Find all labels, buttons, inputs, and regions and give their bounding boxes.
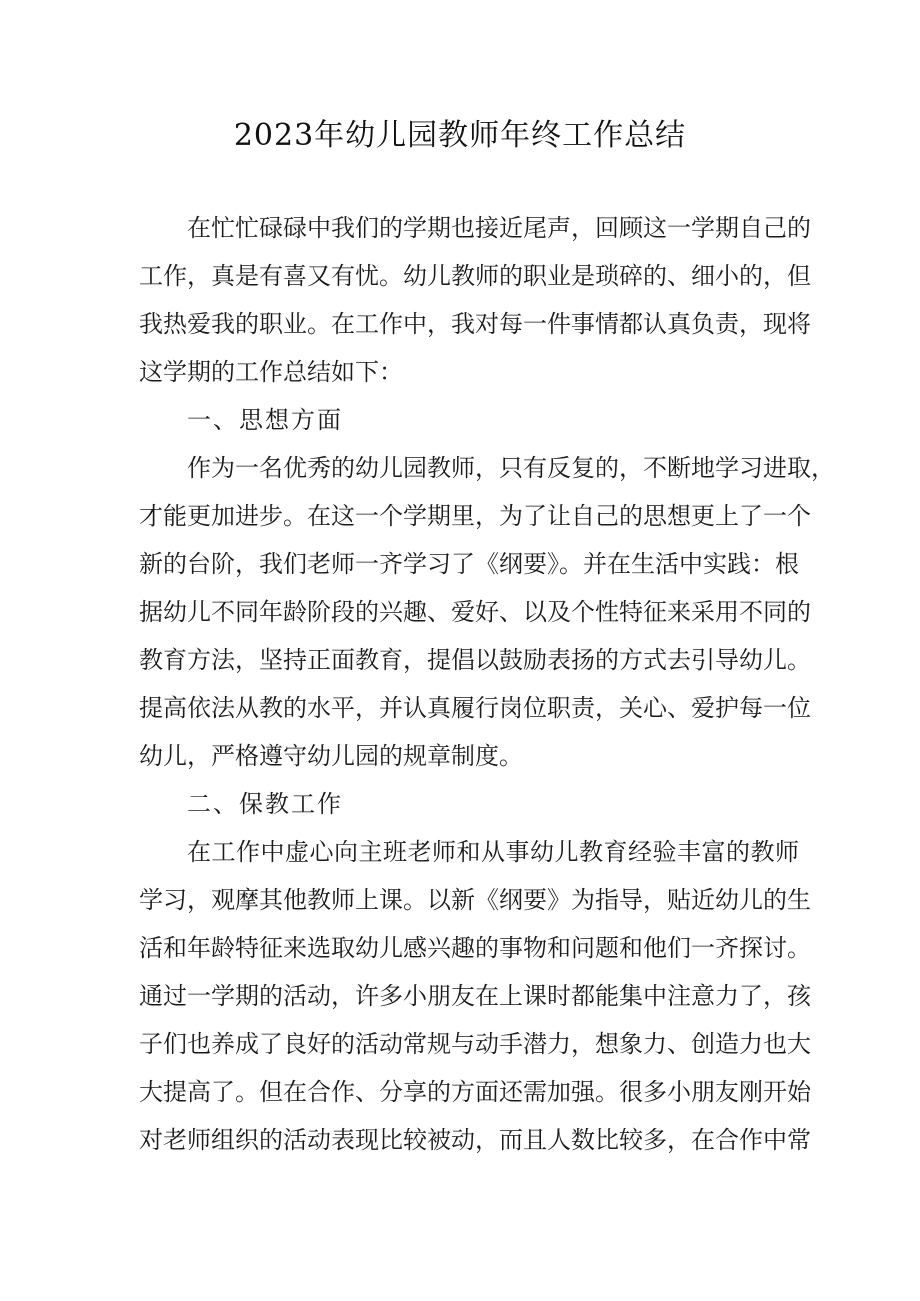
paragraph-line: 对老师组织的活动表现比较被动，而且人数比较多，在合作中常: [139, 1126, 811, 1154]
paragraph-line: 作为一名优秀的幼儿园教师，只有反复的，不断地学习进取，: [187, 454, 835, 482]
paragraph-line: 在工作中虚心向主班老师和从事幼儿教育经验丰富的教师: [187, 838, 799, 866]
paragraph-line: 这学期的工作总结如下：: [139, 358, 403, 386]
paragraph-line: 大提高了。但在合作、分享的方面还需加强。很多小朋友刚开始: [139, 1078, 811, 1106]
paragraph-line: 通过一学期的活动，许多小朋友在上课时都能集中注意力了，孩: [139, 982, 811, 1010]
document-title: 2023年幼儿园教师年终工作总结: [233, 118, 687, 153]
paragraph-line: 幼儿，严格遵守幼儿园的规章制度。: [139, 742, 523, 770]
paragraph-line: 据幼儿不同年龄阶段的兴趣、爱好、以及个性特征来采用不同的: [139, 598, 811, 626]
section-heading-teaching: 二、保教工作: [187, 790, 343, 818]
paragraph-line: 活和年龄特征来选取幼儿感兴趣的事物和问题和他们一齐探讨。: [139, 934, 811, 962]
section-heading-thought: 一、思想方面: [187, 406, 343, 434]
paragraph-line: 我热爱我的职业。在工作中，我对每一件事情都认真负责，现将: [139, 310, 811, 338]
paragraph-line: 教育方法，坚持正面教育，提倡以鼓励表扬的方式去引导幼儿。: [139, 646, 811, 674]
paragraph-line: 工作，真是有喜又有忧。幼儿教师的职业是琐碎的、细小的，但: [139, 262, 811, 290]
paragraph-line: 子们也养成了良好的活动常规与动手潜力，想象力、创造力也大: [139, 1030, 811, 1058]
paragraph-line: 学习，观摩其他教师上课。以新《纲要》为指导，贴近幼儿的生: [139, 886, 811, 914]
paragraph-line: 才能更加进步。在这一个学期里，为了让自己的思想更上了一个: [139, 502, 811, 530]
paragraph-line: 在忙忙碌碌中我们的学期也接近尾声，回顾这一学期自己的: [187, 214, 811, 242]
paragraph-line: 新的台阶，我们老师一齐学习了《纲要》。并在生活中实践：根: [139, 550, 799, 578]
paragraph-line: 提高依法从教的水平，并认真履行岗位职责，关心、爱护每一位: [139, 694, 811, 722]
